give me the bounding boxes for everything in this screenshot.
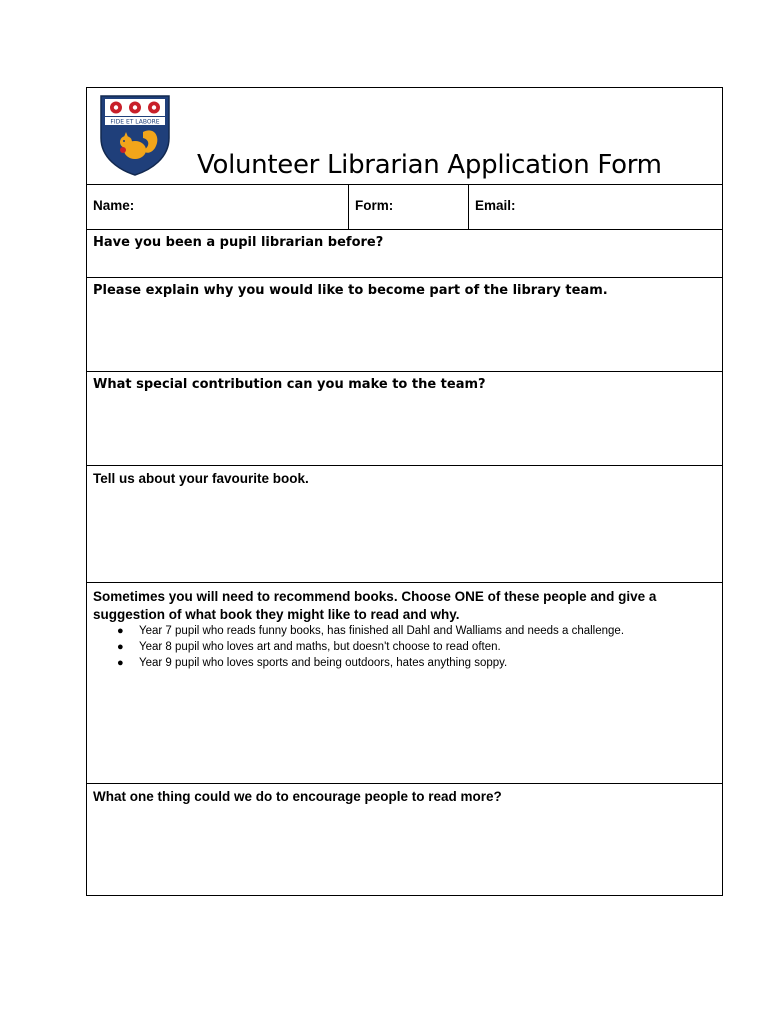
bullet-icon: ● bbox=[117, 625, 124, 637]
question-row-5[interactable] bbox=[87, 582, 722, 783]
bullet-icon: ● bbox=[117, 657, 124, 669]
question-row-6[interactable] bbox=[87, 783, 722, 895]
crest-motto: FIDE ET LABORE bbox=[110, 118, 160, 126]
question-6: What one thing could we do to encourage people to read more? bbox=[93, 789, 502, 804]
application-form bbox=[86, 87, 723, 896]
question-row-1[interactable] bbox=[87, 229, 722, 277]
email-label: Email: bbox=[475, 198, 516, 213]
question-5: Sometimes you will need to recommend books. Choose ONE of these people and give a suggestion of what book they might like to read and why. bbox=[93, 589, 657, 622]
question-4: Tell us about your favourite book. bbox=[93, 471, 309, 486]
email-cell[interactable] bbox=[469, 185, 722, 229]
question-1: Have you been a pupil librarian before? bbox=[93, 235, 384, 250]
question-3: What special contribution can you make to the team? bbox=[93, 377, 486, 392]
form-title: Volunteer Librarian Application Form bbox=[197, 150, 662, 180]
school-crest-icon bbox=[99, 94, 171, 176]
name-cell[interactable] bbox=[87, 185, 349, 229]
question-row-3[interactable] bbox=[87, 371, 722, 465]
form-cell[interactable] bbox=[349, 185, 469, 229]
details-row bbox=[87, 184, 722, 229]
list-item: ● Year 8 pupil who loves art and maths, but doesn't choose to read often. bbox=[117, 641, 501, 653]
question-row-4[interactable] bbox=[87, 465, 722, 582]
form-header bbox=[87, 88, 722, 184]
question-2: Please explain why you would like to become part of the library team. bbox=[93, 283, 608, 298]
list-item: ● Year 7 pupil who reads funny books, has finished all Dahl and Walliams and needs a challenge. bbox=[117, 625, 625, 637]
name-label: Name: bbox=[93, 198, 135, 213]
bullet-icon: ● bbox=[117, 641, 124, 653]
question-row-2[interactable] bbox=[87, 277, 722, 371]
form-label: Form: bbox=[355, 198, 394, 213]
list-item: ● Year 9 pupil who loves sports and being outdoors, hates anything soppy. bbox=[117, 657, 508, 669]
bullet-list bbox=[115, 623, 624, 671]
